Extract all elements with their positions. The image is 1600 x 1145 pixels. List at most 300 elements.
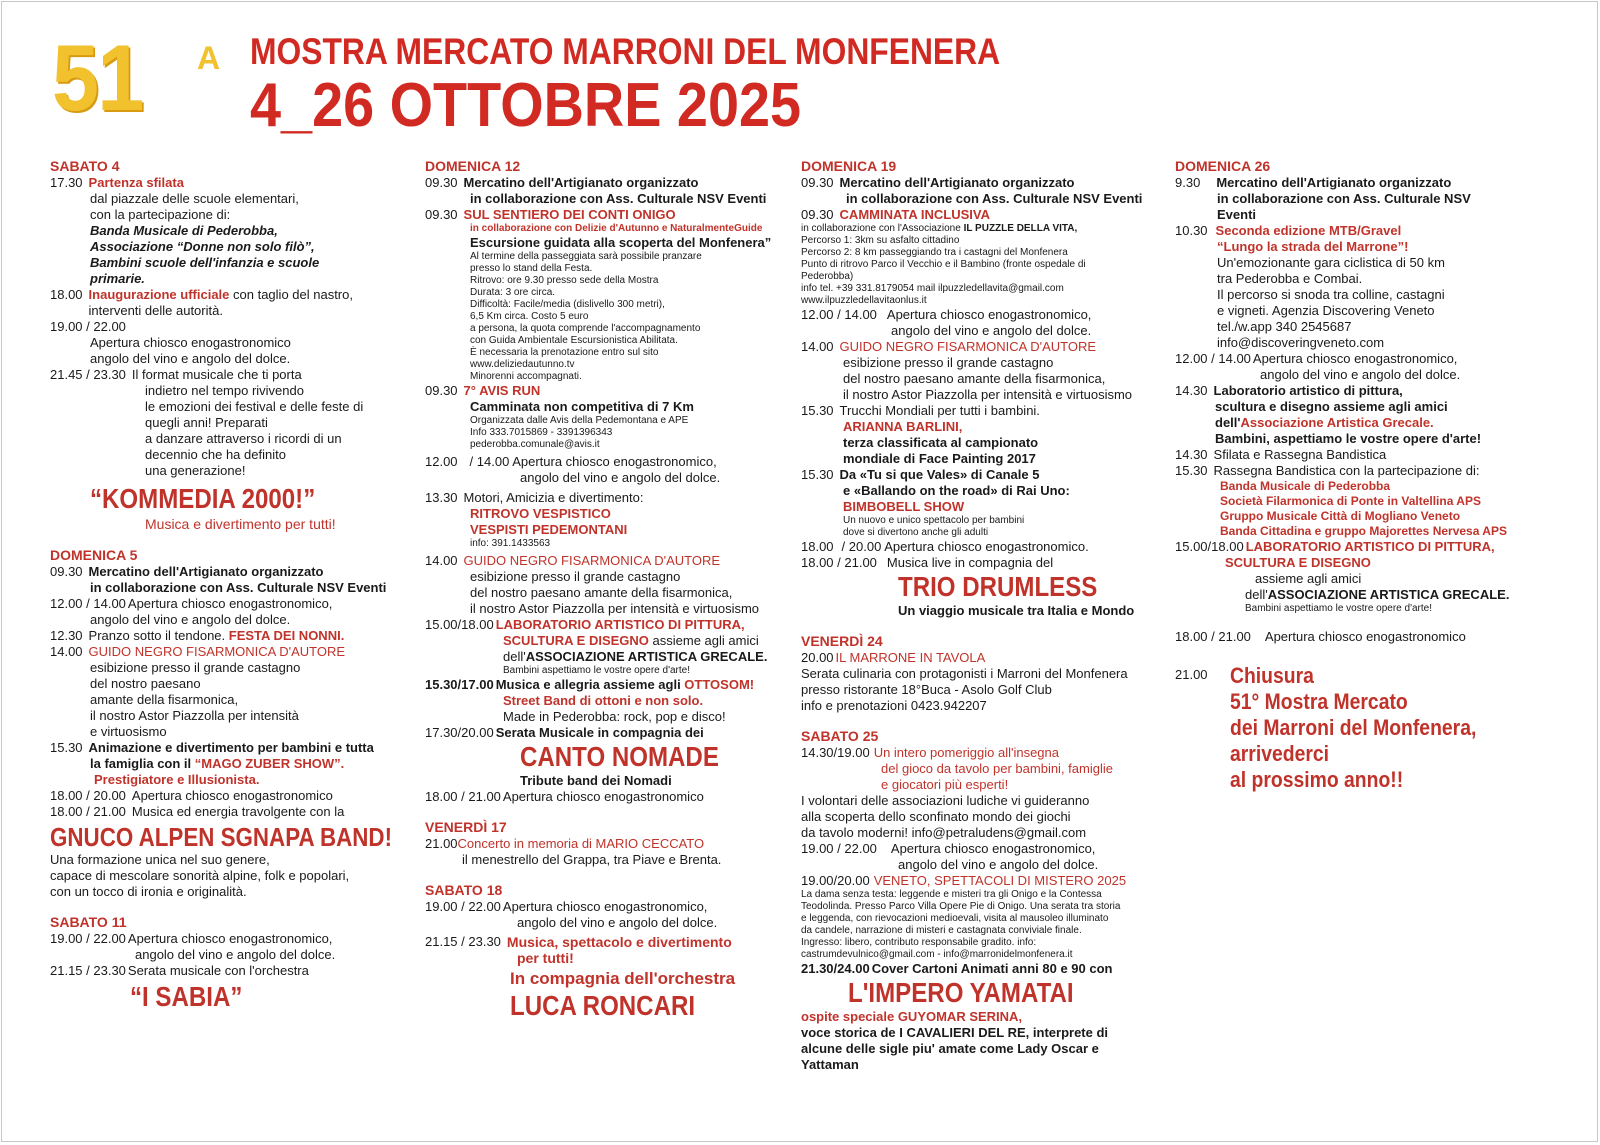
event-time: 19.00 / 22.00 [425,899,501,914]
text-line: Serata musicale con l'orchestra [127,963,309,978]
event-entry [801,539,1166,555]
event-detail [425,223,795,383]
headline-act: GNUCO ALPEN SGNAPA BAND! [50,822,393,852]
event-entry [1175,629,1545,645]
text-line: Escursione guidata alla scoperta del Monfenera” [470,235,772,250]
text-line: VESPISTI PEDEMONTANI [470,522,628,537]
text-line: Apertura chiosco enogastronomico, [1252,351,1458,366]
text-line: info e prenotazioni 0423.942207 [801,698,987,713]
day-heading: DOMENICA 5 [50,547,138,563]
text-line: angolo del vino e angolo del dolce. [891,323,1092,338]
text-line: Un'emozionante gara ciclistica di 50 km [1217,255,1445,270]
text-line: 51° Mostra Mercato [1229,689,1408,714]
event-time: 15.30 [50,740,83,755]
edition-suffix: A [197,40,221,76]
text-line: I volontari delle associazioni ludiche vi guideranno [801,793,1090,808]
event-entry [425,617,795,633]
event-title: Un intero pomeriggio all'insegna [873,745,1060,760]
event-entry [801,555,1166,571]
event-detail [425,399,795,451]
text-line: dell' [1245,587,1268,602]
text-line: Rassegna Bandistica con la partecipazione di: [1213,463,1480,478]
event-detail [1175,399,1545,447]
event-time: 15.30/17.00 [425,677,494,692]
event-time: 14.30/19.00 [801,745,870,760]
event-entry [801,307,1166,323]
text-line: “Lungo la strada del Marrone”! [1217,239,1409,254]
text-line: in collaborazione con Delizie d'Autunno e NaturalmenteGuide [470,223,763,234]
day-heading: SABATO 11 [50,914,127,930]
text-line: assieme agli amici [648,633,759,648]
event-time: 14.30 [1175,383,1208,398]
text-line: Cover Cartoni Animati anni 80 e 90 con [871,961,1113,976]
event-entry [425,934,795,950]
text-line: e virtuosismo [90,724,167,739]
text-line: / 20.00 Apertura chiosco enogastronomico. [841,539,1089,554]
column-2 [425,158,795,1022]
text-line: da candele, narrazione di misteri e castagnata conviviale finale. [801,925,1082,936]
event-detail [801,889,1166,961]
day-heading: DOMENICA 12 [425,158,521,174]
event-entry [425,175,795,191]
text-line: mondiale di Face Painting 2017 [843,451,1036,466]
event-title: Inaugurazione ufficiale [88,287,230,302]
event-title: LABORATORIO ARTISTICO DI PITTURA, [1245,539,1495,554]
text-line: RITROVO VESPISTICO [470,506,611,521]
text-line: Banda Musicale di Pederobba, [90,223,278,238]
text-line: tel./w.app 340 2545687 [1217,319,1352,334]
text-line: in collaborazione con Ass. Culturale NSV Eventi [90,580,387,595]
text-line: voce storica de I CAVALIERI DEL RE, interprete di [801,1025,1109,1040]
text-line: angolo del vino e angolo del dolce. [517,915,718,930]
event-time: 10.30 [1175,223,1208,238]
closing-event [1175,663,1545,793]
text-line: angolo del vino e angolo del dolce. [1260,367,1461,382]
text-line: SCULTURA E DISEGNO [503,633,649,648]
text-line: Camminata non competitiva di 7 Km [470,399,694,414]
text-line: con un tocco di ironia e originalità. [50,884,247,899]
event-entry [425,553,795,569]
text-line: arrivederci [1229,741,1329,766]
event-detail [50,383,400,479]
event-entry [801,841,1166,857]
event-time: 18.00 / 21.00 [801,555,877,570]
event-title: GUIDO NEGRO FISARMONICA D'AUTORE [88,644,346,659]
text-line: per tutti! [517,950,574,966]
event-entry [50,788,400,804]
event-title: CAMMINATA INCLUSIVA [839,207,990,222]
text-line: ASSOCIAZIONE ARTISTICA GRECALE. [525,649,768,664]
event-time: 19.00 / 22.00 [801,841,877,856]
text-line: Apertura chiosco enogastronomico, [127,596,333,611]
event-entry [1175,175,1545,191]
text-line: assieme agli amici [1255,571,1362,586]
text-line: La dama senza testa: leggende e misteri tra gli Onigo e la Contessa [801,889,1102,900]
text-line: in collaborazione con Ass. Culturale NSV Eventi [470,191,767,206]
event-time: 21.30/24.00 [801,961,870,976]
text-line: Apertura chiosco enogastronomico [90,335,291,350]
text-line: Apertura chiosco enogastronomico, [502,899,708,914]
event-time: 09.30 [801,175,834,190]
event-entry [50,644,400,660]
day-heading: DOMENICA 19 [801,158,897,174]
day-heading: SABATO 4 [50,158,120,174]
text-line: Mercatino dell'Artigianato organizzato [839,175,1075,190]
event-entry [1175,351,1545,367]
text-line: Apertura chiosco enogastronomico, [886,307,1092,322]
text-line: angolo del vino e angolo del dolce. [135,947,336,962]
text-line: Mercatino dell'Artigianato organizzato [463,175,699,190]
text-line: dal piazzale delle scuole elementari, [90,191,299,206]
text-line: alcune delle sigle piu' amate come Lady Oscar e [801,1041,1099,1056]
list-item: Gruppo Musicale Città di Mogliano Veneto [1220,509,1461,523]
event-title: Seconda edizione MTB/Gravel [1215,223,1402,238]
text-line: Difficoltà: Facile/media (dislivello 300 metri), [470,299,665,310]
event-entry [425,207,795,223]
text-line: Mercatino dell'Artigianato organizzato [1216,175,1452,190]
text-line: Percorso 1: 3km su asfalto cittadino [801,235,960,246]
text-line: Chiusura [1229,663,1314,688]
headline-subtitle: Un viaggio musicale tra Italia e Mondo [898,603,1135,618]
event-title: VENETO, SPETTACOLI DI MISTERO 2025 [873,873,1127,888]
headline-act: LUCA RONCARI [510,990,696,1021]
text-line: Made in Pederobba: rock, pop e disco! [503,709,726,724]
event-title: OTTOSOM! [684,677,755,692]
event-detail [425,693,795,725]
text-line: IL PUZZLE DELLA VITA, [963,223,1078,234]
text-line: Apertura chiosco enogastronomico [1264,629,1466,644]
list-item: Società Filarmonica di Ponte in Valtellina APS [1220,494,1481,508]
event-entry [801,650,1166,666]
text-line: esibizione presso il grande castagno [470,569,681,584]
event-entry [801,467,1166,483]
text-line: da tavolo moderni! info@petraludens@gmail.com [801,825,1087,840]
headline-subtitle: Musica e divertimento per tutti! [145,516,336,532]
headline-act: TRIO DRUMLESS [898,571,1098,602]
text-line: amante della fisarmonica, [90,692,239,707]
column-1 [50,158,400,1013]
text-line: Teodolinda. Presso Parco Villa Opere Pie di Onigo. Una serata tra storia [801,901,1121,912]
text-line: Bambini aspettiamo le vostre opere d'arte! [503,665,691,676]
text-line: del nostro paesano amante della fisarmonica, [470,585,733,600]
event-time: 09.30 [425,383,458,398]
text-line: con Guida Ambientale Escursionistica Abilitata. [470,335,678,346]
event-time: 12.00 / 14.00 [1175,351,1251,366]
event-entry [50,963,400,979]
event-entry [50,175,400,191]
event-title: “MAGO ZUBER SHOW”. [194,756,345,771]
text-line: indietro nel tempo rivivendo [145,383,304,398]
text-line: in collaborazione con Ass. Culturale NSV [1217,191,1471,206]
day-heading: SABATO 18 [425,882,503,898]
text-line: il menestrello del Grappa, tra Piave e Brenta. [462,852,722,867]
headline-act: L'IMPERO YAMATAI [848,977,1074,1008]
headline-subtitle: Tribute band dei Nomadi [520,773,672,788]
event-entry [50,931,400,947]
text-line: e vigneti. Agenzia Discovering Veneto [1217,303,1435,318]
text-line: Pranzo sotto il tendone. [88,628,229,643]
text-line: Percorso 2: 8 km passeggiando tra i castagni del Monfenera [801,247,1068,258]
text-line: Un nuovo e unico spettacolo per bambini [843,515,1025,526]
event-time: 19.00/20.00 [801,873,870,888]
event-time: 09.30 [801,207,834,222]
event-detail [801,355,1166,403]
text-line: angolo del vino e angolo del dolce. [90,612,291,627]
text-line: Musica e allegria assieme agli [495,677,685,692]
event-time: 18.00 / 21.00 [1175,629,1251,644]
text-line: al prossimo anno!! [1229,767,1403,792]
text-line: decennio che ha definito [145,447,286,462]
event-time: 15.00/18.00 [425,617,494,632]
text-line: www.deliziedautunno.tv [470,359,575,370]
event-entry [801,207,1166,223]
event-detail [1175,191,1545,223]
day-heading: VENERDÌ 17 [425,819,507,835]
event-entry [801,873,1166,889]
text-line: del gioco da tavolo per bambini, famiglie [881,761,1113,776]
text-line: info: 391.1433563 [470,538,551,549]
text-line: Al termine della passeggiata sarà possibile pranzare [470,251,702,262]
text-line: primarie. [90,271,145,286]
event-entry [50,804,400,820]
text-line: del nostro paesano [90,676,201,691]
event-detail [1175,555,1545,615]
text-line: / 14.00 Apertura chiosco enogastronomico, [469,454,717,469]
text-line: terza classificata al campionato [843,435,1039,450]
event-entry [425,725,795,741]
event-entry [801,175,1166,191]
text-line: Animazione e divertimento per bambini e tutta [88,740,374,755]
event-entry [50,596,400,612]
text-line: con la partecipazione di: [90,207,231,222]
text-line: Mercatino dell'Artigianato organizzato [88,564,324,579]
text-line: e giocatori più esperti! [881,777,1009,792]
text-line: del nostro paesano amante della fisarmonica, [843,371,1106,386]
text-line: Motori, Amicizia e divertimento: [463,490,644,505]
text-line: con taglio del nastro, [229,287,353,302]
headline-act: “KOMMEDIA 2000!” [90,483,316,514]
event-time: 14.00 [425,553,458,568]
text-line: e «Ballando on the road» di Rai Uno: [843,483,1070,498]
event-title: Concerto in memoria di MARIO CECCATO [457,836,705,851]
day-heading: DOMENICA 26 [1175,158,1271,174]
event-time: 21.00 [1175,667,1208,682]
text-line: esibizione presso il grande castagno [90,660,301,675]
text-line: Bambini aspettiamo le vostre opere d'arte! [1245,603,1433,614]
event-title: Musica, spettacolo e divertimento [506,934,732,950]
event-dates: 4_26 OTTOBRE 2025 [250,71,802,140]
event-entry [50,287,400,319]
text-line: Durata: 3 ore circa. [470,287,556,298]
text-line: Apertura chiosco enogastronomico [131,788,333,803]
day-heading: SABATO 25 [801,728,879,744]
text-line: angolo del vino e angolo del dolce. [898,857,1099,872]
text-line: dei Marroni del Monfenera, [1229,715,1476,740]
event-entry [1175,539,1545,555]
event-time: 18.00 / 21.00 [425,789,501,804]
text-line: Serata culinaria con protagonisti i Marroni del Monfenera [801,666,1128,681]
event-time: 14.00 [50,644,83,659]
event-time: 09.30 [50,564,83,579]
text-line: a danzare attraverso i ricordi di un [145,431,342,446]
event-entry [1175,223,1545,239]
text-line: info@discoveringveneto.com [1217,335,1385,350]
text-line: Ingresso: libero, contributo responsabile gradito. info: [801,937,1037,948]
event-entry [801,403,1166,419]
text-line: Apertura chiosco enogastronomico, [127,931,333,946]
text-line: SCULTURA E DISEGNO [1225,555,1371,570]
event-time: 12.00 / 14.00 [50,596,126,611]
text-line: esibizione presso il grande castagno [843,355,1054,370]
event-time: 12.30 [50,628,83,643]
event-detail [425,506,795,550]
text-line: e leggenda, con rievocazioni medioevali, visita al mausoleo illuminato [801,913,1109,924]
text-line: Street Band di ottoni e non solo. [503,693,704,708]
text-line: ARIANNA BARLINI, [843,419,963,434]
event-time: 21.45 / 23.30 [50,367,126,382]
event-time: 20.00 [801,650,834,665]
event-title: GUIDO NEGRO FISARMONICA D'AUTORE [463,553,721,568]
text-line: castrumdevulnico@gmail.com - info@marronidelmonfenera.it [801,949,1073,960]
text-line: BIMBOBELL SHOW [843,499,965,514]
text-line: in collaborazione con l'Associazione [801,223,964,234]
event-detail [801,761,1166,793]
event-time: 09.30 [425,175,458,190]
event-time: 18.00 [50,287,83,302]
column-3 [801,158,1166,1073]
event-time: 18.00 / 20.00 [50,788,126,803]
closing-text [1230,663,1545,793]
text-line: È necessaria la prenotazione entro sul sito [470,347,659,358]
edition-number: 51 [52,25,143,130]
event-time: 12.00 / 14.00 [801,307,877,322]
text-line: Prestigiatore e Illusionista. [94,772,260,787]
headline-act: “I SABIA” [130,981,243,1012]
headline-act: CANTO NOMADE [520,741,719,772]
event-detail [425,569,795,617]
list-item: Banda Musicale di Pederobba [1220,479,1391,493]
text-line: Bambini, aspettiamo le vostre opere d'arte! [1215,431,1482,446]
text-line: Una formazione unica nel suo genere, [50,852,270,867]
event-detail [801,223,1166,307]
event-entry [50,740,400,756]
event-detail [50,335,400,367]
text-line: Eventi [1217,207,1257,222]
text-line: Trucchi Mondiali per tutti i bambini. [839,403,1040,418]
event-entry [425,490,795,506]
text-line: pederobba.comunale@avis.it [470,439,600,450]
event-detail [1175,239,1545,351]
text-line: Pederobba) [801,271,854,282]
event-time: 13.30 [425,490,458,505]
event-time: 19.00 / 22.00 [50,319,126,334]
event-time: 15.30 [1175,463,1208,478]
event-title: LABORATORIO ARTISTICO DI PITTURA, [495,617,745,632]
text-line: Apertura chiosco enogastronomico, [890,841,1096,856]
text-line: Musica ed energia travolgente con la [131,804,345,819]
text-line: Ritrovo: ore 9.30 presso sede della Mostra [470,275,659,286]
event-entry [1175,447,1545,463]
event-title: FESTA DEI NONNI. [228,628,345,643]
event-title: 7° AVIS RUN [463,383,541,398]
text-line: Organizzata dalle Avis della Pedemontana e APE [470,415,689,426]
event-entry [50,564,400,580]
event-time: 15.30 [801,403,834,418]
band-list [1175,479,1545,539]
text-line: Punto di ritrovo Parco il Vecchio e il Bambino (fronte ospedale di [801,259,1086,270]
text-line: dell' [503,649,526,664]
event-entry [425,454,795,470]
day-heading: VENERDÌ 24 [801,633,883,649]
event-entry [1175,463,1545,479]
event-entry [425,899,795,915]
text-line: Minorenni accompagnati. [470,371,582,382]
event-detail [801,419,1166,467]
text-line: presso lo stand della Festa. [470,263,593,274]
text-line: Serata Musicale in compagnia dei [495,725,704,740]
text-line: Apertura chiosco enogastronomico [502,789,704,804]
text-line: Musica live in compagnia del [886,555,1054,570]
event-detail [50,191,400,287]
event-detail [801,483,1166,539]
text-line: a persona, la quota comprende l'accompagnamento [470,323,701,334]
text-line: Sfilata e Rassegna Bandistica [1213,447,1387,462]
text-line: Associazione Artistica Grecale. [1240,415,1434,430]
text-line: angolo del vino e angolo del dolce. [520,470,721,485]
text-line: www.ilpuzzledellavitaonlus.it [801,295,927,306]
text-line: info tel. +39 331.8179054 mail ilpuzzledellavita@gmail.com [801,283,1064,294]
text-line: il nostro Astor Piazzolla per intensità e virtuosismo [470,601,760,616]
text-line: alla scoperta dello sconfinato mondo dei giochi [801,809,1071,824]
event-detail [425,633,795,677]
event-time: 17.30/20.00 [425,725,494,740]
event-time: 15.30 [801,467,834,482]
event-time: 12.00 [425,454,458,469]
text-line: il nostro Astor Piazzolla per intensità [90,708,299,723]
text-line: in collaborazione con Ass. Culturale NSV Eventi [846,191,1143,206]
text-line: dove si divertono anche gli adulti [843,527,989,538]
text-line: Info 333.7015869 - 3391396343 [470,427,613,438]
event-entry [1175,383,1545,399]
event-time: 17.30 [50,175,83,190]
text-line: tra Pederobba e Combai. [1217,271,1363,286]
event-time: 14.30 [1175,447,1208,462]
text-line: scultura e disegno assieme agli amici [1215,399,1448,414]
event-entry [801,339,1166,355]
event-time: 18.00 / 21.00 [50,804,126,819]
event-detail [50,660,400,740]
event-entry [425,789,795,805]
event-time: 21.15 / 23.30 [425,934,501,949]
event-title: MOSTRA MERCATO MARRONI DEL MONFENERA [250,31,1001,72]
event-entry [50,367,400,383]
column-4 [1175,158,1545,793]
text-line: la famiglia con il [90,756,195,771]
text-line: il nostro Astor Piazzolla per intensità e virtuosismo [843,387,1133,402]
text-line: presso ristorante 18°Buca - Asolo Golf Club [801,682,1052,697]
event-entry [425,836,795,852]
text-line: capace di mescolare sonorità alpine, folk e popolari, [50,868,350,883]
event-time: 09.30 [425,207,458,222]
event-entry [801,961,1166,977]
event-time: 9.30 [1175,175,1201,190]
text-line: Yattaman [801,1057,859,1072]
text-line: interventi delle autorità. [88,303,223,318]
event-entry [801,745,1166,761]
text-line: quegli anni! Preparati [145,415,268,430]
event-time: 21.00 [425,836,458,851]
event-title: GUIDO NEGRO FISARMONICA D'AUTORE [839,339,1097,354]
